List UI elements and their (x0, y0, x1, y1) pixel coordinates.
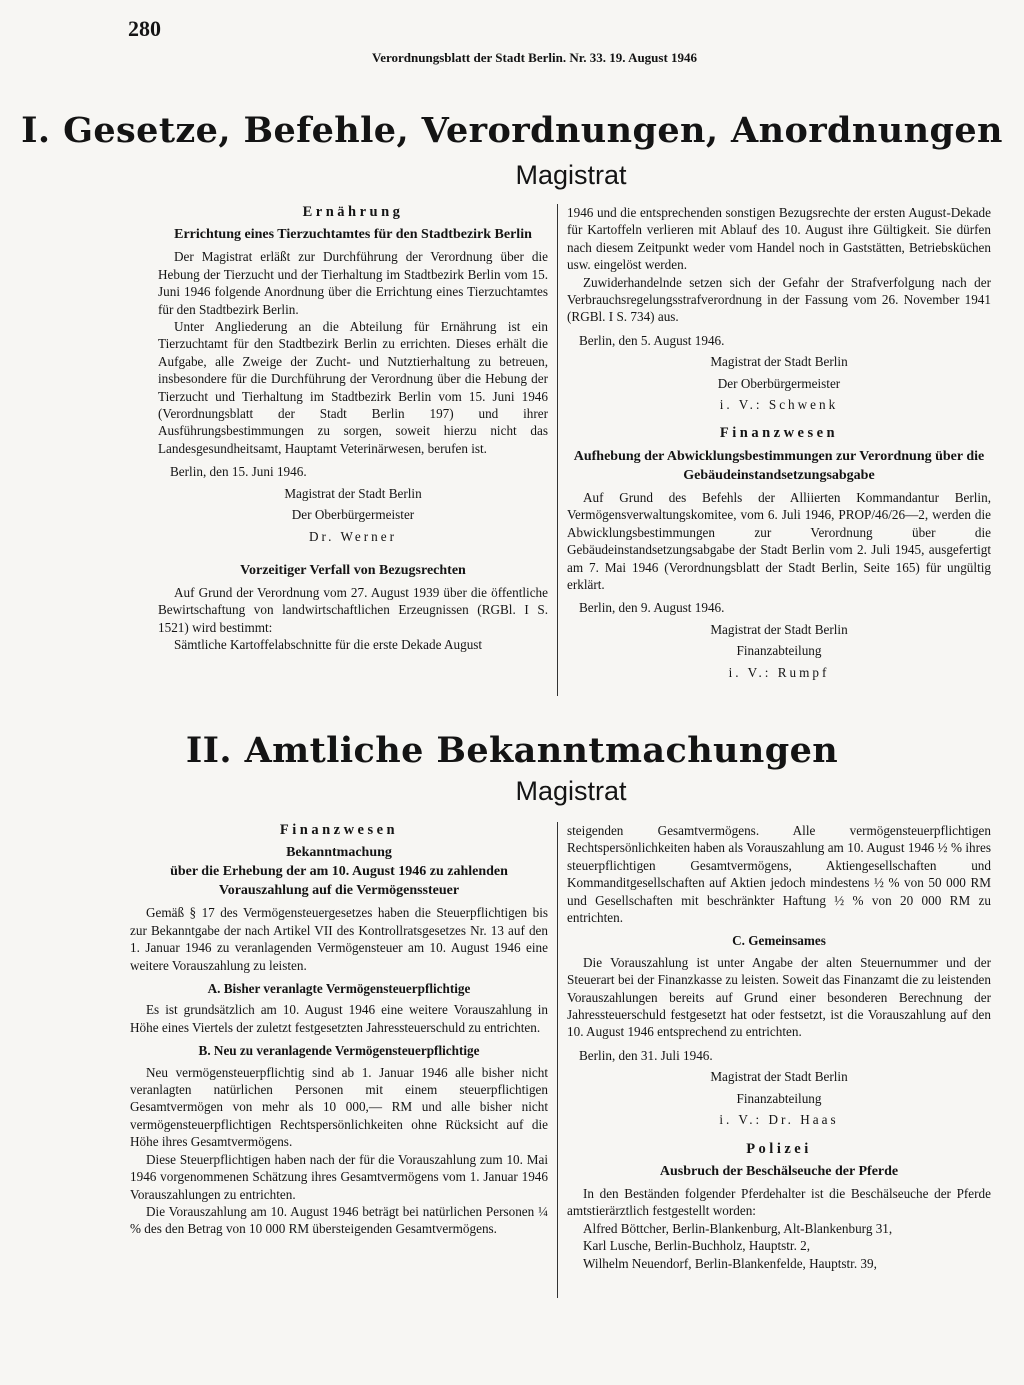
part2-right-column (567, 822, 991, 1272)
part1-left-column (158, 204, 548, 654)
paragraph: Unter Angliederung an die Abteilung für Ernährung ist ein Tierzuchtamt für den Stadtbezirk Berlin zu errichten. Dieses erhält die Aufgabe, alle Zweige der Zucht- und Nutztierhaltung zu betreuen, insbesondere für die Durchführung der Verordnung über die Hebung der Tierzucht und Tierhaltung im Stadtbezirk Berlin vom 15. Juni 1946 (Verordnungsblatt der Stadt Berlin 197) und ihrer Ausführungsbestimmungen zu sorgen, soweit hierzu nicht das Landesgesundheitsamt, Hauptamt Veterinärwesen, berufen ist. (158, 319, 548, 456)
signature-name: Dr. Werner (308, 528, 397, 544)
page-number: 280 (128, 16, 161, 41)
signature-name: i. V.: Rumpf (728, 664, 830, 680)
pferdehalter-list (567, 1220, 991, 1272)
signature-line: Magistrat der Stadt Berlin (710, 1069, 848, 1085)
column-rule (557, 822, 558, 1298)
signature-line: Magistrat der Stadt Berlin (710, 621, 848, 637)
paragraph: steigenden Gesamtvermögens. Alle vermögensteuerpflichtigen Rechtspersönlichkeiten haben als Vorauszahlung am 10. August 1946 ½ % ihres steuerpflichtigen Gesamtvermögens, Aktiengesellschaften und Kommanditgesellschaften auf Aktien jedoch mindestens ½ % von 50 000 RM und Gesellschaften mit beschränkter Haftung ½ % von 20 000 RM zu entrichten. (567, 823, 991, 926)
article-title-bekanntmachung: Bekanntmachung (286, 845, 392, 861)
date-line: Berlin, den 31. Juli 1946. (579, 1047, 713, 1063)
paragraph: Sämtliche Kartoffelabschnitte für die erste Dekade August (174, 637, 483, 653)
paragraph: Auf Grund des Befehls der Alliierten Kommandantur Berlin, Vermögensverwaltungskomitee, vom 6. Juli 1946, PROP/46/26—2, werden die Abwicklungsbestimmungen zur Verordnung über die Gebäudeinstandsetzungsabgabe der Stadt Berlin vom 2. Juli 1945, ausgefertigt am 7. Mai 1946 (Verordnungsblatt der Stadt Berlin, Seite 165) für ungültig erklärt. (567, 489, 991, 592)
paragraph: Es ist grundsätzlich am 10. August 1946 eine weitere Vorauszahlung in Höhe eines Viertels der zuletzt festgesetzten Jahressteuerschuld zu entrichten. (130, 1002, 548, 1035)
signature-line: Der Oberbürgermeister (717, 375, 841, 391)
article-title-bezugsrechte: Vorzeitiger Verfall von Bezugsrechten (240, 562, 466, 578)
section-finanzwesen: Finanzwesen (279, 822, 399, 838)
article-title-abwicklung: Aufhebung der Abwicklungsbestimmungen zur Verordnung über die Gebäudeinstandsetzungsabgabe (573, 448, 985, 483)
subheading-a: A. Bisher veranlagte Vermögensteuerpflichtige (207, 981, 471, 997)
paragraph: Die Vorauszahlung am 10. August 1946 beträgt bei natürlichen Personen ¼ % des den Betrag von 10 000 RM übersteigenden Gesamtvermögens. (130, 1203, 548, 1237)
running-title: Verordnungsblatt der Stadt Berlin. Nr. 33. 19. August 1946 (372, 50, 698, 65)
part2-heading: II. Amtliche Bekanntmachungen (185, 730, 839, 771)
part2-subheading: Magistrat (515, 776, 627, 806)
paragraph: In den Beständen folgender Pferdehalter ist die Beschälseuche der Pferde amtstierärztlich festgestellt worden: (567, 1185, 991, 1219)
paragraph: Auf Grund der Verordnung vom 27. August 1939 über die öffentliche Bewirtschaftung von landwirtschaftlichen Erzeugnissen (RGBl. I S. 1521) wird bestimmt: (158, 584, 548, 635)
list-item: Alfred Böttcher, Berlin-Blankenburg, Alt-Blankenburg 31, (583, 1220, 893, 1236)
section-finanzwesen: Finanzwesen (719, 425, 839, 442)
section-polizei: Polizei (746, 1140, 812, 1157)
paragraph: Gemäß § 17 des Vermögensteuergesetzes haben die Steuerpflichtigen bis zur Bekanntgabe der nach Artikel VII des Kontrollratsgesetzes Nr. 13 auf den 1. Januar 1946 zu veranlagenden Vermögensteuer am 10. August 1946 eine weitere Vorauszahlung zu leisten. (130, 905, 548, 973)
signature-line: Magistrat der Stadt Berlin (710, 354, 848, 370)
signature-line: Der Oberbürgermeister (291, 507, 415, 523)
signature-line: Finanzabteilung (736, 1090, 822, 1106)
paragraph: Die Vorauszahlung ist unter Angabe der alten Steuernummer und der Steuerart bei der Finanzkasse zu leisten. Soweit das Finanzamt die zu leistenden Vorauszahlungen bereits auf Grund einer besonderen Berechnung der Jahressteuerschuld festgesetzt hat oder festsetzt, ist die Vorauszahlung auf den 10. August 1946 entsprechend zu entrichten. (567, 954, 991, 1040)
subheading-b: B. Neu zu veranlagende Vermögensteuerpflichtige (198, 1043, 480, 1059)
list-item: Karl Lusche, Berlin-Buchholz, Hauptstr. 2, (583, 1238, 811, 1254)
signature-line: Magistrat der Stadt Berlin (284, 485, 422, 501)
signature-name: i. V.: Dr. Haas (719, 1112, 839, 1128)
part2-left-column (130, 822, 548, 1238)
subheading-c: C. Gemeinsames (732, 933, 826, 949)
article-title-tierzuchtamt: Errichtung eines Tierzuchtamtes für den Stadtbezirk Berlin (174, 227, 532, 243)
article-title-beschaelseuche: Ausbruch der Beschälseuche der Pferde (659, 1163, 899, 1179)
paragraph: Zuwiderhandelnde setzen sich der Gefahr der Strafverfolgung nach der Verbrauchsregelungsstrafverordnung in der Fassung vom 26. November 1941 (RGBl. I S. 734) aus. (567, 274, 991, 325)
paragraph: Neu vermögensteuerpflichtig sind ab 1. Januar 1946 alle bisher nicht veranlagten natürlichen Personen mit einem steuerpflichtigen Gesamtvermögen von mehr als 10 000,— RM und alle bisher nicht vermögensteuerpflichtigen Rechtspersönlichkeiten ohne Rücksicht auf die Höhe ihres Gesamtvermögens. (130, 1064, 548, 1150)
paragraph: Diese Steuerpflichtigen haben nach der für die Vorauszahlung zum 10. Mai 1946 vorgenommenen Schätzung ihres Gesamtvermögens vom 1. Januar 1946 Vorauszahlungen zu entrichten. (130, 1151, 548, 1202)
signature-name: i. V.: Schwenk (719, 397, 839, 413)
part1-right-column (567, 204, 991, 681)
part1-heading: I. Gesetze, Befehle, Verordnungen, Anordnungen (21, 110, 1003, 151)
date-line: Berlin, den 9. August 1946. (579, 600, 725, 616)
signature-line: Finanzabteilung (736, 643, 822, 659)
date-line: Berlin, den 15. Juni 1946. (170, 464, 307, 480)
article-title-vorauszahlung: über die Erhebung der am 10. August 1946 zu zahlenden Vorauszahlung auf die Vermögenssteuer (170, 864, 508, 899)
paragraph: 1946 und die entsprechenden sonstigen Bezugsrechte der ersten August-Dekade für Kartoffeln verlieren mit Ablauf des 10. August ihre Gültigkeit. Sie dürfen nach diesem Zeitpunkt weder vom Handel noch in Gaststätten, Betriebsküchen usw. eingelöst werden. (567, 205, 991, 273)
list-item: Wilhelm Neuendorf, Berlin-Blankenfelde, Hauptstr. 39, (583, 1255, 877, 1271)
part1-subheading: Magistrat (515, 160, 627, 190)
date-line: Berlin, den 5. August 1946. (579, 332, 725, 348)
column-rule (557, 204, 558, 696)
section-ernaehrung: Ernährung (302, 204, 404, 220)
paragraph: Der Magistrat erläßt zur Durchführung der Verordnung über die Hebung der Tierzucht und der Tierhaltung im Stadtbezirk Berlin vom 15. Juni 1946 folgende Anordnung über die Errichtung eines Tierzuchtamtes für den Stadtbezirk Berlin. (158, 249, 548, 317)
